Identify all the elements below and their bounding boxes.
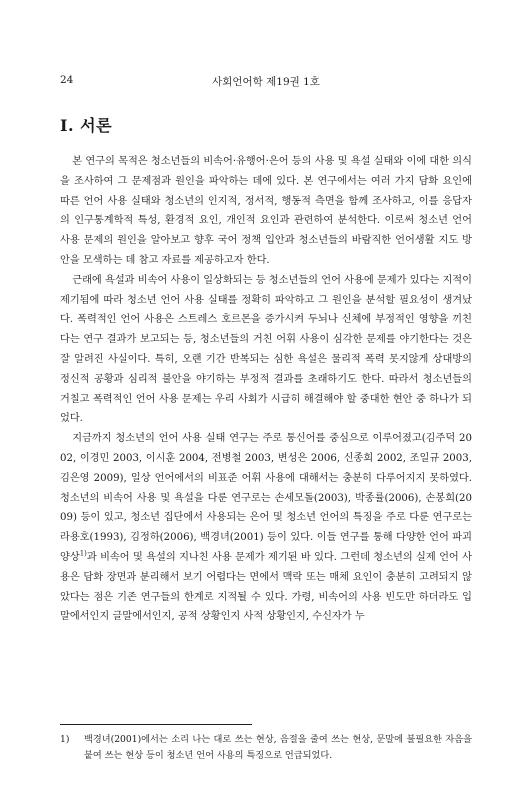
section-heading: I. 서론 — [60, 116, 113, 135]
footnote — [60, 732, 472, 764]
running-title: 사회언어학 제19권 1호 — [212, 76, 320, 88]
footnote-divider — [60, 724, 252, 725]
footnote-text: 백경녀(2001)에서는 소리 나는 대로 쓰는 현상, 음절을 줄여 쓰는 현상, 문말에 불필요한 자음을 붙여 쓰는 현상 등이 청소년 언어 사용의 특징으로 언급되었다. — [84, 734, 472, 761]
paragraph — [60, 429, 472, 627]
paragraph: 근래에 욕설과 비속어 사용이 일상화되는 등 청소년들의 언어 사용에 문제가 있다는 지적이 제기됨에 따라 청소년 언어 사용 실태를 정확히 파악하고 그 원인을 분석할 필요성이 생겨났다. 폭력적인 언어 사용은 스트레스 호르몬을 증가시켜 두뇌나 신체에 부정적인 영향을 끼친다는 연구 결과가 보고되는 등, 청소년들의 거친 어휘 사용이 심각한 문제를 야기한다는 것은 잘 알려진 사실이다. 특히, 오랜 기간 반복되는 심한 욕설은 물리적 폭력 못지않게 상대방의 정신적 공황과 심리적 불안을 야기하는 부정적 결과를 초래하기도 한다. 따라서 청소년들의 거칠고 폭력적인 언어 사용 문제는 우리 사회가 시급히 해결해야 할 중대한 현안 중 하나가 되었다. — [60, 274, 472, 425]
page-header — [60, 74, 472, 88]
paragraph-text: 지금까지 청소년의 언어 사용 실태 연구는 주로 통신어를 중심으로 이루어졌고(김주덕 2002, 이경민 2003, 이시훈 2004, 전병철 2003, 변성은 2006, 신종희 2002, 조일규 2003, 김은영 2009), 일상 언어에서의 비표준 어휘 사용에 대해서는 충분히 다루어지지 못하였다. 청소년의 비속어 사용 및 욕설을 다룬 연구로는 손세모돌(2003), 박종률(2006), 손봉희(2009) 등이 있고, 청소년 집단에서 사용되는 은어 및 청소년 언어의 특징을 주로 다룬 연구로는 라용호(1993), 김정하(2006), 백경녀(2001) 등이 있다. 이들 연구를 통해 다양한 언어 파괴 양상 — [60, 433, 472, 563]
footnote-reference[interactable]: 1) — [79, 549, 87, 558]
paragraph: 본 연구의 목적은 청소년들의 비속어·유행어·은어 등의 사용 및 욕설 실태와 이에 대한 의식을 조사하여 그 문제점과 원인을 파악하는 데에 있다. 본 연구에서는 여러 가지 담화 요인에 따른 언어 사용 실태와 청소년의 인지적, 정서적, 행동적 측면을 함께 조사하고, 이를 응답자의 인구통계학적 특성, 환경적 요인, 개인적 요인과 관련하여 분석한다. 이로써 청소년 언어 사용 문제의 원인을 알아보고 향후 국어 정책 입안과 청소년들의 바람직한 언어생활 지도 방안을 모색하는 데 참고 자료를 제공하고자 한다. — [60, 156, 472, 266]
body-text — [60, 152, 472, 627]
page-number: 24 — [60, 74, 74, 86]
paragraph-text-continued: 과 비속어 및 욕설의 지나친 사용 문제가 제기된 바 있다. 그런데 청소년의 실제 언어 사용은 담화 장면과 분리해서 보기 어렵다는 면에서 맥락 또는 매체 요인이 충분히 고려되지 않았다는 점은 기존 연구들의 한계로 지적될 수 있다. 가령, 비속어의 사용 빈도만 하더라도 입말에서인지 글말에서인지, 공적 상황인지 사적 상황인지, 수신자가 누 — [60, 551, 472, 623]
footnote-marker: 1) — [60, 734, 70, 745]
